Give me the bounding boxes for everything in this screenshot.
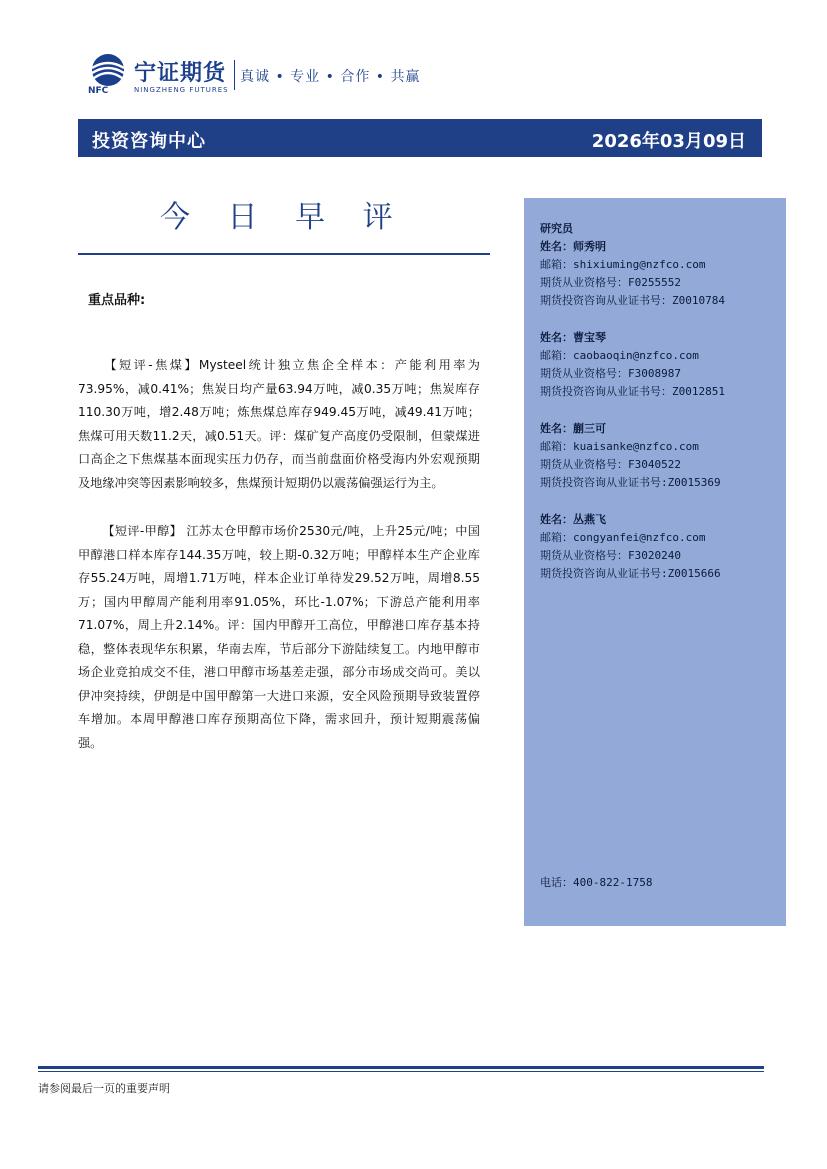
researcher-sidebar: [524, 198, 786, 926]
researcher-email[interactable]: 邮箱：congyanfei@nzfco.com: [540, 531, 706, 544]
researcher-name: 姓名：丛燕飞: [540, 513, 606, 526]
report-date: 2026年03月09日: [591, 131, 746, 152]
footer-divider: [38, 1066, 764, 1069]
researcher-license: 期货从业资格号：F3020240: [540, 549, 681, 562]
researcher-email[interactable]: 邮箱：caobaoqin@nzfco.com: [540, 349, 699, 362]
paragraph-text: 【短评-焦煤】Mysteel统计独立焦企全样本：产能利用率为73.95%，减0.41%；焦炭日均产量63.94万吨，减0.35万吨；焦炭库存110.30万吨，增2.48万吨；炼焦煤总库存949.45万吨，减49.41万吨；焦煤可用天数11.2天，减0.51天。评：煤矿复产高度仍受限制，但蒙煤进口高企之下焦煤基本面现实压力仍存，而当前盘面价格受海内外宏观预期及地缘冲突等因素影响较多，焦煤预计短期仍以震荡偏强运行为主。: [78, 358, 480, 490]
commentary-coking-coal: [78, 354, 480, 495]
researcher-email[interactable]: 邮箱：shixiuming@nzfco.com: [540, 258, 706, 271]
researcher-email[interactable]: 邮箱：kuaisanke@nzfco.com: [540, 440, 699, 453]
researcher-name: 姓名：师秀明: [540, 240, 606, 253]
disclaimer-note: 请参阅最后一页的重要声明: [38, 1082, 170, 1095]
paragraph-text: 【短评-甲醇】 江苏太仓甲醇市场价2530元/吨，上升25元/吨；中国甲醇港口样本库存144.35万吨，较上期-0.32万吨；甲醇样本生产企业库存55.24万吨，周增1.71万吨，样本企业订单待发29.52万吨，周增8.55万；国内甲醇周产能利用率91.05%，环比-1.07%；下游总产能利用率71.07%，周上升2.14%。评：国内甲醇开工高位，甲醇港口库存基本持稳，整体表现华东积累，华南去库，节后部分下游陆续复工。内地甲醇市场企业竞拍成交不佳，港口甲醇市场基差走强，部分市场成交尚可。美以伊冲突持续，伊朗是中国甲醇第一大进口来源，安全风险预期导致装置停车增加。本周甲醇港口库存预期高位下降，需求回升，预计短期震荡偏强。: [78, 524, 480, 750]
researcher-license: 期货从业资格号：F3008987: [540, 367, 681, 380]
researcher-consult-cert: 期货投资咨询从业证书号：Z0012851: [540, 385, 725, 398]
researcher-name: 姓名：蒯三可: [540, 422, 606, 435]
contact-phone: 电话：400-822-1758: [540, 876, 653, 889]
researcher-consult-cert: 期货投资咨询从业证书号:Z0015666: [540, 567, 721, 580]
logo-english-name: NINGZHENG FUTURES: [134, 86, 229, 94]
logo-chinese-name: 宁证期货: [134, 61, 227, 86]
researcher-license: 期货从业资格号：F3040522: [540, 458, 681, 471]
section-heading: 重点品种:: [88, 293, 146, 308]
header-banner: [78, 119, 762, 157]
report-title: 今 日 早 评: [160, 200, 407, 235]
title-divider: [78, 253, 490, 255]
researcher-consult-cert: 期货投资咨询从业证书号:Z0015369: [540, 476, 721, 489]
commentary-methanol: [78, 520, 480, 755]
logo-divider: [234, 60, 235, 90]
researcher-name: 姓名：曹宝琴: [540, 331, 606, 344]
department-name: 投资咨询中心: [92, 131, 206, 152]
company-logo: [86, 50, 506, 100]
researcher-license: 期货从业资格号：F0255552: [540, 276, 681, 289]
logo-abbreviation: NFC: [88, 86, 109, 96]
company-slogan: 真诚 • 专业 • 合作 • 共赢: [240, 69, 421, 85]
footer-divider-thin: [38, 1071, 764, 1072]
researcher-consult-cert: 期货投资咨询从业证书号：Z0010784: [540, 294, 725, 307]
sidebar-heading: 研究员: [540, 222, 573, 235]
